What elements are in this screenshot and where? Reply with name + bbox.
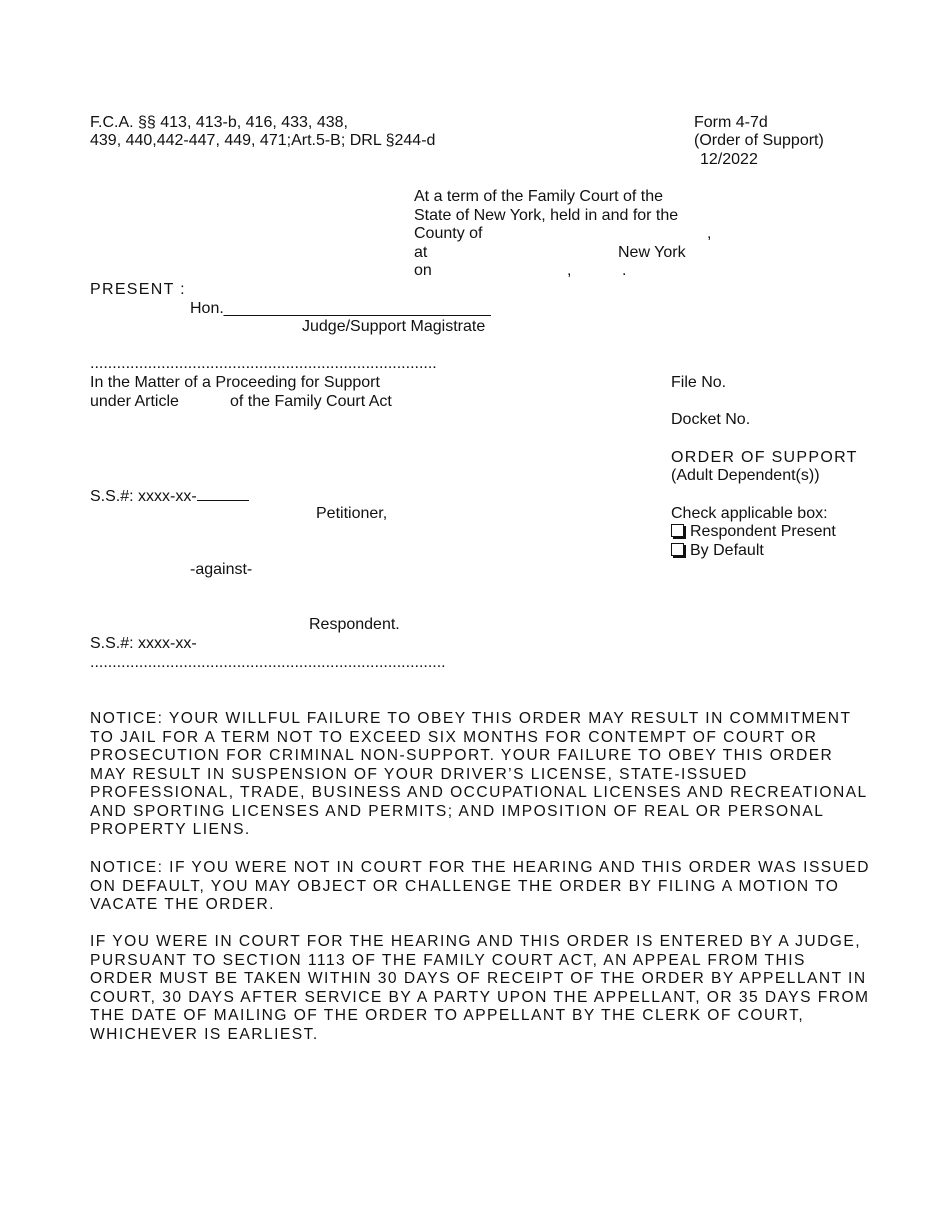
state-name: New York [618,244,686,261]
order-title: ORDER OF SUPPORT [671,449,858,466]
form-date: 12/2022 [700,151,758,168]
option-by-default-label: By Default [690,542,764,559]
statute-line-1: F.C.A. §§ 413, 413-b, 416, 433, 438, [90,114,348,131]
checkbox-respondent-present[interactable] [671,524,684,537]
term-line-1: At a term of the Family Court of the [414,188,663,205]
term-line-2: State of New York, held in and for the [414,207,679,224]
present-label: PRESENT : [90,281,186,298]
check-box-label: Check applicable box: [671,505,828,522]
option-by-default[interactable] [671,542,764,561]
notice-contempt: NOTICE: YOUR WILLFUL FAILURE TO OBEY THIS ORDER MAY RESULT IN COMMITMENT TO JAIL FOR A TERM NOT TO EXCEED SIX MONTHS FOR CONTEMPT OF COURT OR PROSECUTION FOR CRIMINAL NON-SUPPORT. YOUR FAILURE TO OBEY THIS ORDER MAY RESULT IN SUSPENSION OF YOUR DRIVER’S LICENSE, STATE-ISSUED PROFESSIONAL, TRADE, BUSINESS AND OCCUPATIONAL LICENSES AND RECREATIONAL AND SPORTING LICENSES AND PERMITS; AND IMPOSITION OF REAL OR PERSONAL PROPERTY LIENS. [90,710,868,838]
statute-line-2: 439, 440,442-447, 449, 471;Art.5-B; DRL §244-d [90,132,436,149]
form-number: Form 4-7d [694,114,768,131]
option-respondent-present-label: Respondent Present [690,523,836,540]
at-label: at [414,244,428,261]
family-court-act-label: of the Family Court Act [230,393,392,410]
judge-signature-line: Hon.______________________________ [190,300,491,317]
petitioner-label: Petitioner, [316,505,388,522]
order-subtitle: (Adult Dependent(s)) [671,467,820,484]
county-comma: , [707,225,712,242]
on-label: on [414,262,432,279]
docket-number-label: Docket No. [671,411,751,428]
caption-dots-bottom: ................................................................................ [90,654,446,671]
respondent-ssn-label: S.S.#: xxxx-xx- [90,635,197,652]
file-number-label: File No. [671,374,727,391]
notice-appeal: IF YOU WERE IN COURT FOR THE HEARING AND THIS ORDER IS ENTERED BY A JUDGE, PURSUANT TO SECTION 1113 OF THE FAMILY COURT ACT, AN APPEAL FROM THIS ORDER MUST BE TAKEN WITHIN 30 DAYS OF RECEIPT OF THE ORDER BY APPELLANT IN COURT, 30 DAYS AFTER SERVICE BY A PARTY UPON THE APPELLANT, OR 35 DAYS FROM THE DATE OF MAILING OF THE ORDER TO APPELLANT BY THE CLERK OF COURT, WHICHEVER IS EARLIEST. [90,933,870,1043]
checkbox-by-default[interactable] [671,543,684,556]
notice-default: NOTICE: IF YOU WERE NOT IN COURT FOR THE HEARING AND THIS ORDER WAS ISSUED ON DEFAULT, YOU MAY OBJECT OR CHALLENGE THE ORDER BY FILING A MOTION TO VACATE THE ORDER. [90,859,870,913]
date-comma: , [567,262,572,279]
petitioner-ssn-label: S.S.#: xxxx-xx- [90,488,197,505]
option-respondent-present[interactable] [671,523,836,542]
under-article-label: under Article [90,393,179,410]
against-label: -against- [190,561,253,578]
petitioner-ssn [90,486,249,507]
matter-line-1: In the Matter of a Proceeding for Support [90,374,380,391]
date-period: . [622,262,627,279]
form-name: (Order of Support) [694,132,824,149]
judge-title: Judge/Support Magistrate [302,318,486,335]
petitioner-ssn-blank[interactable] [197,486,249,501]
caption-dots-top: .............................................................................. [90,355,437,372]
respondent-label: Respondent. [309,616,400,633]
county-label: County of [414,225,483,242]
